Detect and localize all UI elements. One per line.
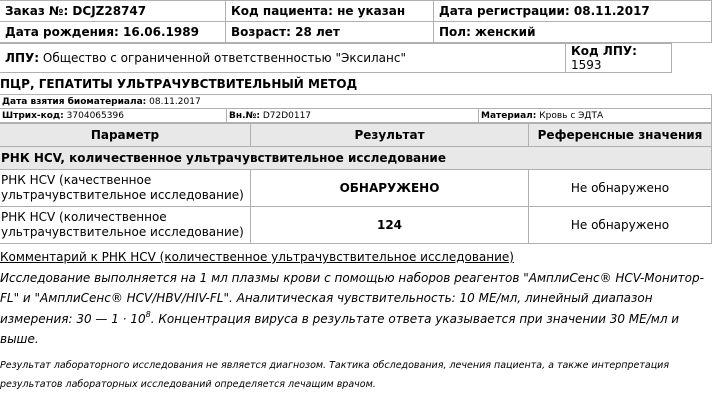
comment-title: Комментарий к РНК HCV (количественное ультрачувствительное исследование) [0, 250, 514, 264]
lpu-code: 1593 [571, 58, 602, 72]
comment-exponent: 8 [145, 309, 151, 319]
reference-value: Не обнаружено [529, 207, 712, 244]
comment-text [0, 268, 711, 350]
lpu-table [0, 43, 672, 73]
lpu-name: Общество с ограниченной ответственностью "Эксиланс" [42, 51, 406, 65]
material-cell [479, 109, 712, 123]
parameter-name-line2: ультрачувствительное исследование) [1, 188, 244, 202]
lpu-code-label: Код ЛПУ: [571, 44, 637, 58]
registration-date: Дата регистрации: 08.11.2017 [434, 1, 712, 22]
material: Кровь с ЭДТА [539, 110, 604, 121]
internal-number-cell [227, 109, 479, 123]
parameter-name-line1: РНК HCV (количественное [1, 210, 167, 224]
sample-date-label: Дата взятия биоматериала: [2, 96, 147, 107]
header-row-1 [0, 1, 712, 22]
group-title: РНК HCV, количественное ультрачувствительное исследование [0, 147, 712, 170]
sample-date: 08.11.2017 [149, 96, 201, 107]
patient-code: Код пациента: не указан [226, 1, 434, 22]
birth-date: Дата рождения: 16.06.1989 [0, 22, 226, 43]
results-group-row [0, 147, 712, 170]
section-title: ПЦР, ГЕПАТИТЫ УЛЬТРАЧУВСТВИТЕЛЬНЫЙ МЕТОД [0, 77, 358, 91]
parameter-name-line2: ультрачувствительное исследование) [1, 225, 244, 239]
sample-info-table [0, 94, 712, 123]
internal-number: D72D0117 [262, 110, 312, 121]
disclaimer: Результат лабораторного исследования не является диагнозом. Тактика обследования, лечения пациента, а также интерпретация результатов лабораторных исследований определяется лечащим врачом. [0, 359, 670, 390]
patient-sex: Пол: женский [434, 22, 712, 43]
parameter-name-line1: РНК HCV (качественное [1, 173, 152, 187]
lpu-name-cell [0, 44, 566, 73]
comment-text-part2: . Концентрация вируса в результате ответа указывается при значении 30 МЕ/мл и выше. [0, 311, 680, 346]
order-number: Заказ №: DCJZ28747 [0, 1, 226, 22]
material-label: Материал: [481, 110, 537, 121]
lpu-row [0, 44, 672, 73]
patient-age: Возраст: 28 лет [226, 22, 434, 43]
sample-date-cell [0, 95, 712, 109]
column-reference: Референсные значения [529, 124, 712, 147]
parameter-name [0, 170, 251, 207]
header-row-2 [0, 22, 712, 43]
comment-text-part1: Исследование выполняется на 1 мл плазмы крови с помощью наборов реагентов "АмплиСенс® HCV-Монитор-FL" и "АмплиСенс® HCV/HBV/HIV-FL". Аналитическая чувствительность: 10 МЕ/мл, линейный диапазон измерения: 30 — 1 · 10 [0, 270, 704, 326]
internal-number-label: Вн.№: [229, 110, 260, 121]
column-parameter: Параметр [0, 124, 251, 147]
result-row [0, 170, 712, 207]
results-header-row [0, 124, 712, 147]
parameter-name [0, 207, 251, 244]
barcode-cell [0, 109, 227, 123]
barcode-label: Штрих-код: [2, 110, 64, 121]
result-value: ОБНАРУЖЕНО [251, 170, 529, 207]
result-row [0, 207, 712, 244]
lpu-label: ЛПУ: [5, 51, 40, 65]
column-result: Результат [251, 124, 529, 147]
result-value: 124 [251, 207, 529, 244]
results-table [0, 123, 712, 244]
patient-header-table [0, 0, 712, 43]
barcode: 3704065396 [66, 110, 124, 121]
sample-ids-row [0, 109, 712, 123]
lpu-code-cell [566, 44, 672, 73]
sample-date-row [0, 95, 712, 109]
reference-value: Не обнаружено [529, 170, 712, 207]
comment-block [0, 247, 712, 350]
